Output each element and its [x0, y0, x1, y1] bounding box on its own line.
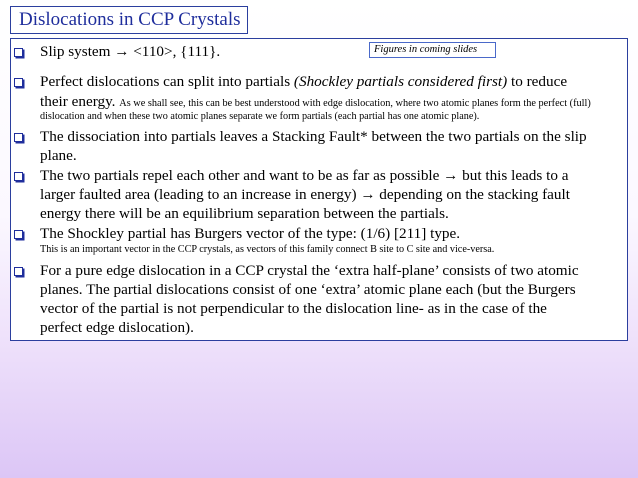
- checkbox-bullet-icon: [14, 133, 23, 142]
- bullet-2-line-2: their energy. As we shall see, this can be best understood with edge dislocation, where two atomic planes form the perfect (full): [40, 93, 591, 110]
- title-box: [10, 6, 248, 34]
- note-text: Figures in coming slides: [374, 44, 478, 55]
- bullet-6-line-1: For a pure edge dislocation in a CCP crystal the ‘extra half-plane’ consists of two atomic: [40, 262, 579, 279]
- bullet-2-line-1: Perfect dislocations can split into partials (Shockley partials considered first) to reduce: [40, 73, 568, 90]
- checkbox-bullet-icon: [14, 48, 23, 57]
- bullet-2-line-3: dislocation and when these two atomic planes separate we form partials (each partial has one atomic plane).: [40, 111, 480, 122]
- slide-title: Dislocations in CCP Crystals: [19, 9, 241, 30]
- bullet-6-line-2: planes. The partial dislocations consist of one ‘extra’ atomic plane each (but the Burgers: [40, 281, 576, 298]
- bullet-4-line-3: energy there will be an equilibrium separation between the partials.: [40, 205, 449, 222]
- bullet-6-line-4: perfect edge dislocation).: [40, 319, 194, 336]
- bullet-5-line-1: The Shockley partial has Burgers vector of the type: (1/6) [211] type.: [40, 225, 461, 242]
- bullet-4-line-1: The two partials repel each other and want to be as far as possible → but this leads to a: [40, 167, 569, 184]
- content-box: [10, 38, 628, 341]
- checkbox-bullet-icon: [14, 172, 23, 181]
- bullet-4-line-2: larger faulted area (leading to an increase in energy) → depending on the stacking fault: [40, 186, 570, 203]
- bullet-3-line-2: plane.: [40, 147, 77, 164]
- checkbox-bullet-icon: [14, 78, 23, 87]
- checkbox-bullet-icon: [14, 267, 23, 276]
- note-box: [369, 42, 496, 58]
- bullet-5-line-2: This is an important vector in the CCP crystals, as vectors of this family connect B site to C site and vice-versa.: [40, 244, 495, 255]
- bullet-3-line-1: The dissociation into partials leaves a Stacking Fault* between the two partials on the slip: [40, 128, 587, 145]
- bullet-6-line-3: vector of the partial is not perpendicular to the dislocation line- as in the case of the: [40, 300, 547, 317]
- checkbox-bullet-icon: [14, 230, 23, 239]
- bullet-1-line-1: Slip system → <110>, {111}.: [40, 43, 221, 60]
